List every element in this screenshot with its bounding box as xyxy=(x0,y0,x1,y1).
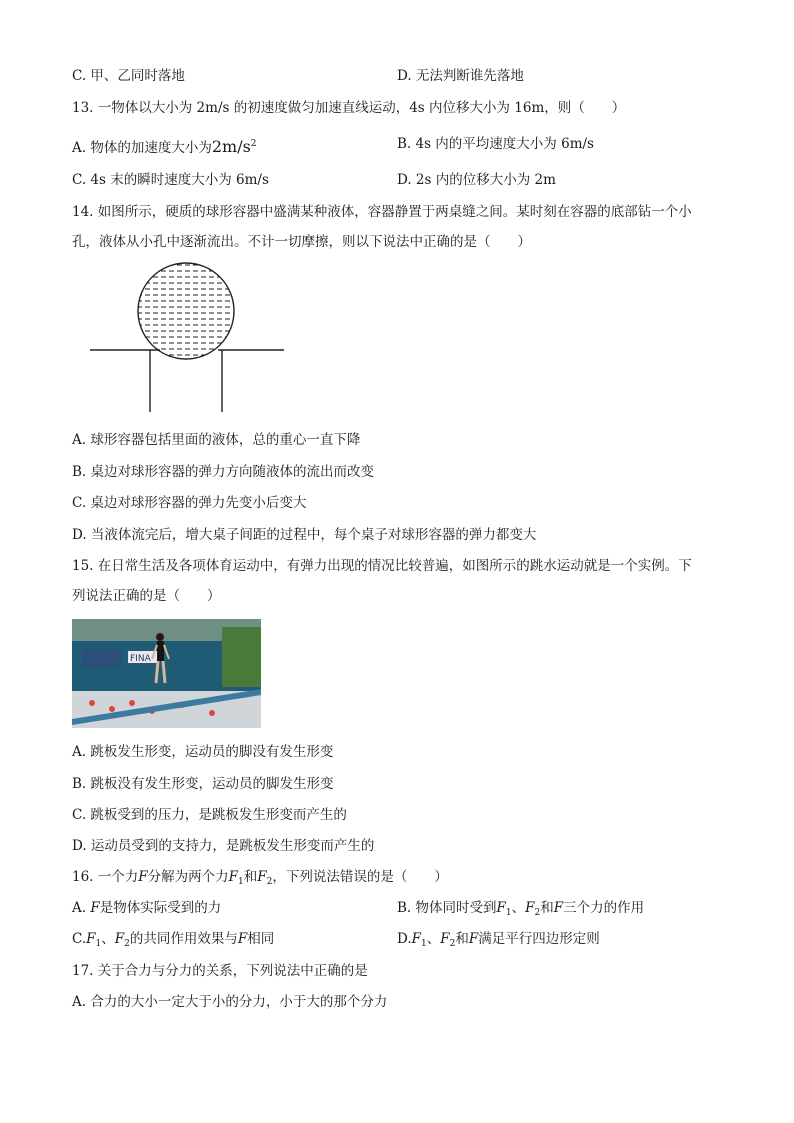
q13-option-d: D. 2s 内的位移大小为 2m xyxy=(397,172,556,188)
diving-board-photo xyxy=(72,619,261,728)
q14-option-a: A. 球形容器包括里面的液体，总的重心一直下降 xyxy=(72,432,361,448)
q16-option-c: $C.F_1$、$F_2$的共同作用效果与F相同 xyxy=(72,931,275,949)
q16-option-a: A. F是物体实际受到的力 xyxy=(72,900,222,916)
liquid-filled-sphere xyxy=(138,263,234,359)
q13-option-b: B. 4s 内的平均速度大小为 6m/s xyxy=(397,136,594,152)
q16-option-b: B. 物体同时受到$F_1$、$F_2$和F三个力的作用 xyxy=(397,900,645,918)
q12-option-c: C. 甲、乙同时落地 xyxy=(72,68,185,84)
q14-stem-line2: 孔，液体从小孔中逐渐流出。不计一切摩擦，则以下说法中正确的是（ ） xyxy=(72,234,531,250)
sphere-container-figure xyxy=(88,262,288,418)
q13-option-c: C. 4s 末的瞬时速度大小为 6m/s xyxy=(72,172,269,188)
q17-option-a: A. 合力的大小一定大于小的分力，小于大的那个分力 xyxy=(72,994,388,1010)
diving-photo-illustration xyxy=(72,619,261,728)
photo-sign-text: FINA xyxy=(130,654,151,664)
q15-option-b: B. 跳板没有发生形变，运动员的脚发生形变 xyxy=(72,776,334,792)
q13-option-a: A. 物体的加速度大小为$2m/s^2$ xyxy=(72,137,257,156)
q15-option-d: D. 运动员受到的支持力，是跳板发生形变而产生的 xyxy=(72,838,375,854)
q16-option-d: $D.F_1$、$F_2$和F满足平行四边形定则 xyxy=(397,931,600,949)
sphere-on-tables-diagram xyxy=(88,262,288,414)
q15-stem-line2: 列说法正确的是（ ） xyxy=(72,588,221,604)
q15-stem-line1: 15. 在日常生活及各项体育运动中，有弹力出现的情况比较普遍，如图所示的跳水运动就是一个实例。下 xyxy=(72,558,692,574)
q14-stem-line1: 14. 如图所示，硬质的球形容器中盛满某种液体，容器静置于两桌缝之间。某时刻在容器的底部钻一个小 xyxy=(72,204,692,220)
q13-stem: 13. 一物体以大小为 2m/s 的初速度做匀加速直线运动，4s 内位移大小为 16m，则（ ） xyxy=(72,100,626,116)
q15-option-c: C. 跳板受到的压力，是跳板发生形变而产生的 xyxy=(72,807,347,823)
q15-option-a: A. 跳板发生形变，运动员的脚没有发生形变 xyxy=(72,744,334,760)
q14-option-b: B. 桌边对球形容器的弹力方向随液体的流出而改变 xyxy=(72,464,375,480)
q17-stem: 17. 关于合力与分力的关系，下列说法中正确的是 xyxy=(72,963,368,979)
q16-stem: 16. 一个力F分解为两个力$F_1$和$F_2$，下列说法错误的是（ ） xyxy=(72,869,448,887)
acceleration-value: 2m/s xyxy=(211,137,251,156)
q14-option-c: C. 桌边对球形容器的弹力先变小后变大 xyxy=(72,495,307,511)
q12-option-d: D. 无法判断谁先落地 xyxy=(397,68,524,84)
q14-option-d: D. 当液体流完后，增大桌子间距的过程中，每个桌子对球形容器的弹力都变大 xyxy=(72,527,537,543)
